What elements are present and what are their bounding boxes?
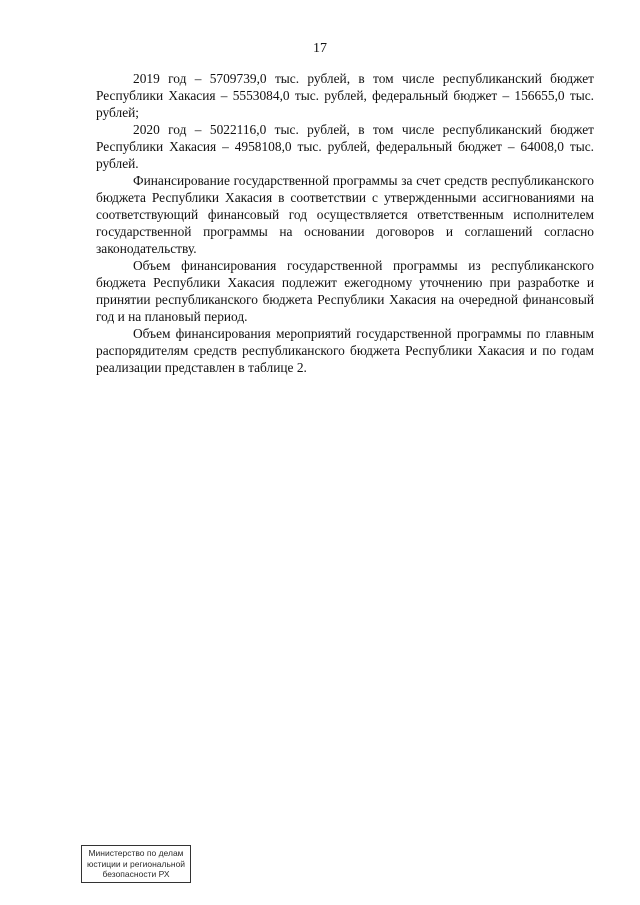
stamp-line: безопасности РХ (102, 869, 170, 879)
stamp-line: юстиции и региональной (86, 858, 186, 869)
paragraph-table-reference: Объем финансирования мероприятий государственной программы по главным распорядителям средств республиканского бюджета Республики Хакасия и по годам реализации представлен в таблице 2. (96, 326, 594, 375)
paragraph-funding-2019: 2019 год – 5709739,0 тыс. рублей, в том числе республиканский бюджет Республики Хакасия – 5553084,0 тыс. рублей, федеральный бюджет – 156655,0 тыс. рублей; (96, 71, 594, 120)
ministry-stamp (81, 845, 191, 883)
page-number: 17 (313, 41, 327, 56)
document-body (96, 70, 594, 376)
paragraph-financing-procedure: Финансирование государственной программы за счет средств республиканского бюджета Республики Хакасия в соответствии с утвержденными ассигнованиями на соответствующий финансовый год осуществляется ответственным исполнителем государственной программы на основании договоров и соглашений согласно законодательству. (96, 173, 594, 256)
paragraph-funding-2020: 2020 год – 5022116,0 тыс. рублей, в том числе республиканский бюджет Республики Хакасия – 4958108,0 тыс. рублей, федеральный бюджет – 64008,0 тыс. рублей. (96, 122, 594, 171)
paragraph-annual-adjustment: Объем финансирования государственной программы из республиканского бюджета Республики Хакасия подлежит ежегодному уточнению при разработке и принятии республиканского бюджета Республики Хакасия на очередной финансовый год и на плановый период. (96, 258, 594, 324)
stamp-line: Министерство по делам (88, 848, 184, 858)
